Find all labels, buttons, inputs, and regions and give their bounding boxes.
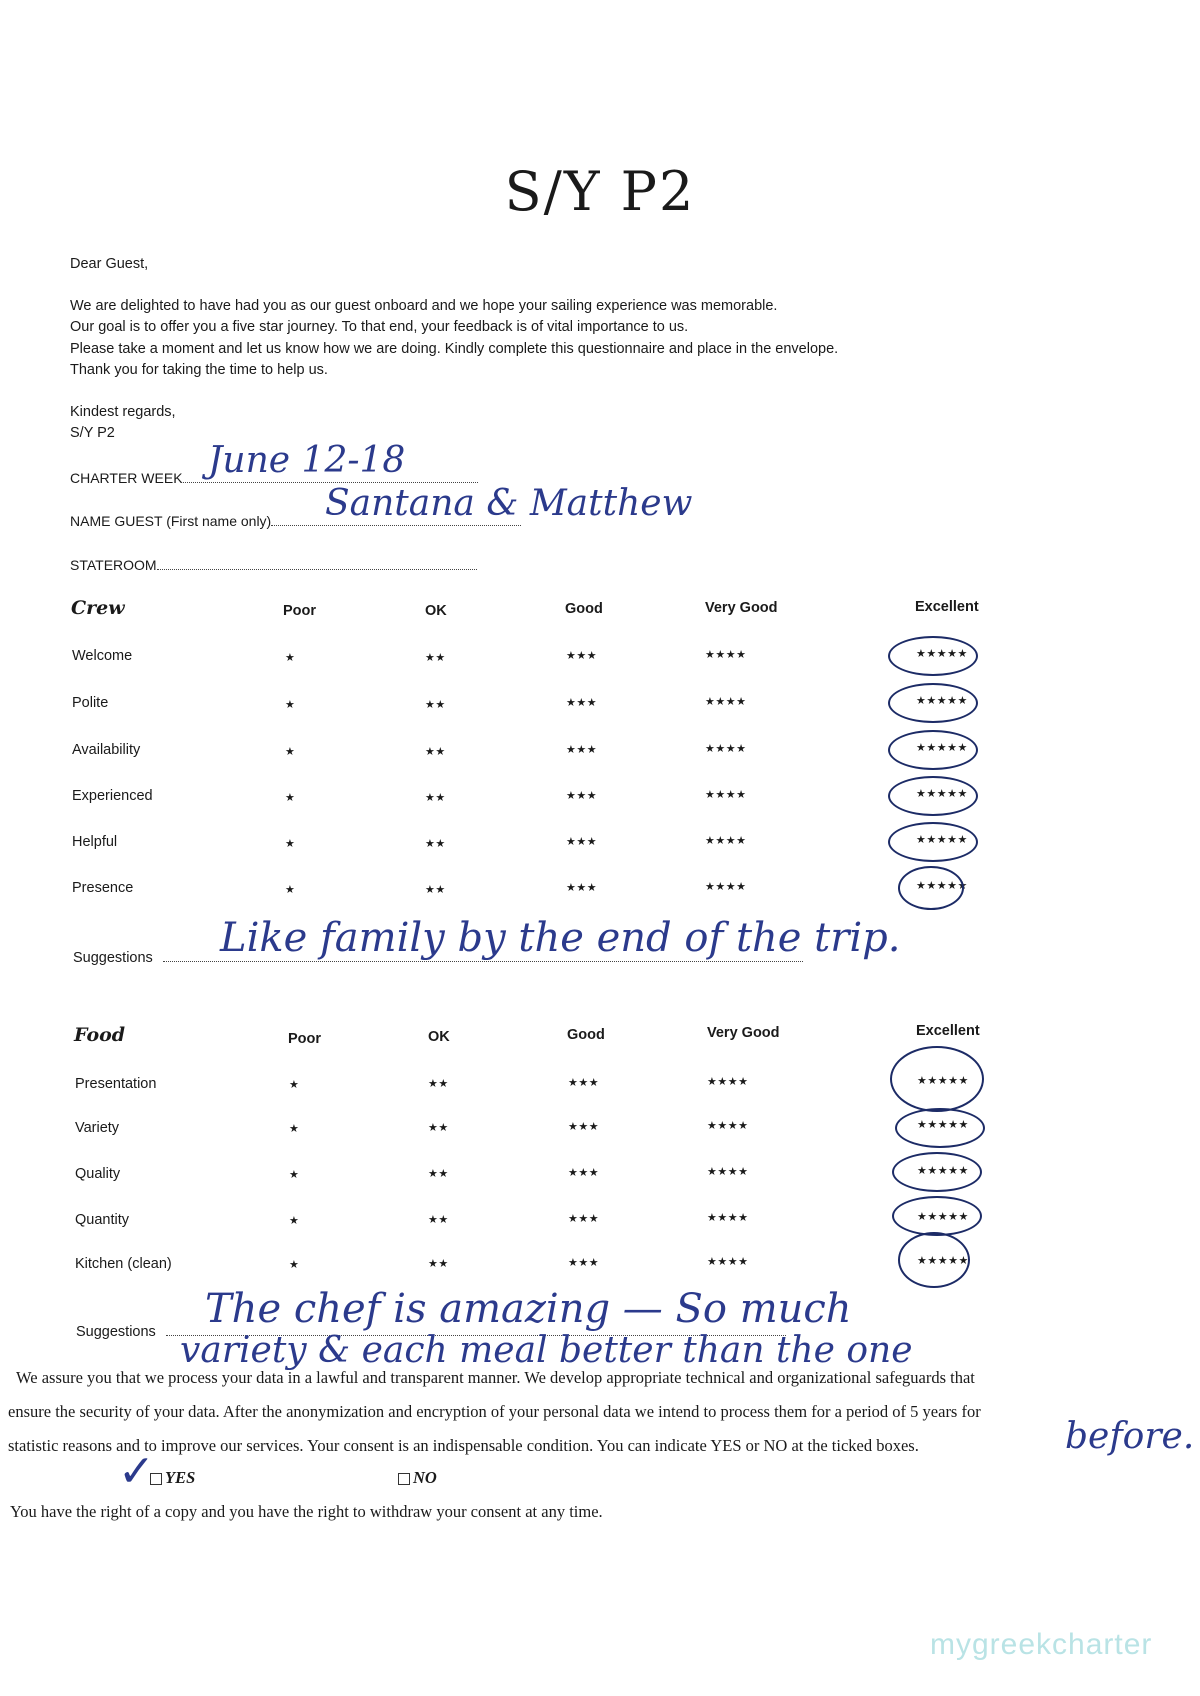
rating-1-star[interactable]: ★ [285, 652, 296, 664]
food-section-title: Food [74, 1024, 126, 1046]
consent-line: ensure the security of your data. After the anonymization and encryption of your personal data we intend to process them for a period of 5 years for [8, 1402, 981, 1421]
rating-2-star[interactable]: ★★ [425, 838, 446, 850]
document-title: S/Y P2 [504, 160, 696, 223]
rating-5-star[interactable]: ★★★★★ [917, 1211, 969, 1223]
crew-row-helpful [0, 834, 1200, 858]
rating-4-star[interactable]: ★★★★ [705, 743, 747, 755]
rating-3-star[interactable]: ★★★ [566, 744, 598, 756]
consent-rights: You have the right of a copy and you have the right to withdraw your consent at any time. [10, 1502, 603, 1521]
rating-2-star[interactable]: ★★ [425, 792, 446, 804]
selected-rating-circle [890, 1046, 984, 1112]
row-label: Presentation [75, 1076, 157, 1092]
rating-5-star[interactable]: ★★★★★ [916, 880, 968, 892]
rating-2-star[interactable]: ★★ [428, 1258, 449, 1270]
consent-line: statistic reasons and to improve our services. Your consent is an indispensable condition. You can indicate YES or NO at the ticked boxes. [8, 1436, 919, 1455]
row-label: Polite [72, 695, 109, 711]
rating-1-star[interactable]: ★ [285, 746, 296, 758]
rating-5-star[interactable]: ★★★★★ [917, 1119, 969, 1131]
food-suggestions-value-line3: before. [1065, 1416, 1195, 1457]
row-label: Quality [75, 1166, 121, 1182]
letter-body [70, 254, 838, 445]
column-excellent: Excellent [915, 599, 979, 615]
row-label: Presence [72, 880, 134, 896]
no-checkbox[interactable] [398, 1473, 410, 1485]
rating-4-star[interactable]: ★★★★ [705, 881, 747, 893]
rating-3-star[interactable]: ★★★ [568, 1077, 600, 1089]
consent-no-option[interactable] [398, 1468, 437, 1488]
rating-5-star[interactable]: ★★★★★ [916, 742, 968, 754]
column-very-good: Very Good [707, 1025, 780, 1041]
selected-rating-circle [888, 636, 978, 676]
rating-3-star[interactable]: ★★★ [568, 1121, 600, 1133]
letter-line: Thank you for taking the time to help us. [70, 362, 328, 378]
rating-4-star[interactable]: ★★★★ [705, 835, 747, 847]
column-good: Good [567, 1027, 605, 1043]
letter-line: Please take a moment and let us know how we are doing. Kindly complete this questionnaire and place in the envelope. [70, 340, 839, 357]
rating-4-star[interactable]: ★★★★ [707, 1212, 749, 1224]
rating-4-star[interactable]: ★★★★ [705, 789, 747, 801]
consent-yes-option[interactable] [150, 1468, 195, 1488]
row-label: Helpful [72, 834, 118, 850]
selected-rating-circle [898, 866, 964, 910]
rating-4-star[interactable]: ★★★★ [705, 696, 747, 708]
charter-week-label: CHARTER WEEK [70, 470, 183, 486]
rating-2-star[interactable]: ★★ [428, 1078, 449, 1090]
letter-line: We are delighted to have had you as our guest onboard and we hope your sailing experience was memorable. [70, 297, 778, 314]
food-row-presentation [0, 1076, 1200, 1100]
rating-1-star[interactable]: ★ [285, 792, 296, 804]
rating-1-star[interactable]: ★ [289, 1259, 300, 1271]
crew-section-title: Crew [71, 597, 125, 619]
food-suggestions-value-line1: The chef is amazing — So much [205, 1286, 852, 1332]
column-ok: OK [428, 1029, 450, 1045]
rating-2-star[interactable]: ★★ [428, 1214, 449, 1226]
salutation: Dear Guest, [70, 256, 149, 272]
rating-2-star[interactable]: ★★ [425, 699, 446, 711]
closing: Kindest regards, [70, 403, 176, 420]
name-guest-value: Santana & Matthew [325, 483, 693, 524]
food-row-variety [0, 1120, 1200, 1144]
row-label: Kitchen (clean) [75, 1256, 172, 1272]
food-row-quantity [0, 1212, 1200, 1236]
watermark: mygreekcharter [930, 1628, 1153, 1661]
rating-4-star[interactable]: ★★★★ [707, 1166, 749, 1178]
stateroom-label: STATEROOM [70, 557, 157, 573]
rating-4-star[interactable]: ★★★★ [707, 1120, 749, 1132]
rating-2-star[interactable]: ★★ [425, 746, 446, 758]
row-label: Quantity [75, 1212, 129, 1228]
selected-rating-circle [888, 683, 978, 723]
row-label: Experienced [72, 788, 153, 804]
crew-row-availability [0, 742, 1200, 766]
rating-5-star[interactable]: ★★★★★ [917, 1075, 969, 1087]
yes-checkmark-icon: ✓ [118, 1446, 155, 1497]
row-label: Availability [72, 742, 141, 758]
letter-line: Our goal is to offer you a five star journey. To that end, your feedback is of vital importance to us. [70, 319, 689, 335]
rating-3-star[interactable]: ★★★ [566, 650, 598, 662]
rating-5-star[interactable]: ★★★★★ [916, 648, 968, 660]
food-row-quality [0, 1166, 1200, 1190]
rating-1-star[interactable]: ★ [285, 884, 296, 896]
consent-line: We assure you that we process your data in a lawful and transparent manner. We develop appropriate technical and organizational safeguards that [16, 1368, 975, 1387]
rating-3-star[interactable]: ★★★ [566, 697, 598, 709]
stateroom-field[interactable] [70, 557, 477, 573]
selected-rating-circle [892, 1196, 982, 1236]
rating-1-star[interactable]: ★ [289, 1079, 300, 1091]
no-label: NO [413, 1468, 437, 1487]
food-suggestions-value-line2: variety & each meal better than the one [180, 1330, 913, 1371]
rating-2-star[interactable]: ★★ [428, 1122, 449, 1134]
column-good: Good [565, 601, 603, 617]
suggestions-label: Suggestions [76, 1324, 156, 1340]
rating-1-star[interactable]: ★ [285, 699, 296, 711]
charter-week-value: June 12-18 [208, 440, 406, 481]
rating-4-star[interactable]: ★★★★ [707, 1256, 749, 1268]
rating-3-star[interactable]: ★★★ [566, 882, 598, 894]
crew-row-experienced [0, 788, 1200, 812]
rating-5-star[interactable]: ★★★★★ [917, 1255, 969, 1267]
row-label: Welcome [72, 648, 133, 664]
row-label: Variety [75, 1120, 120, 1136]
column-poor: Poor [283, 603, 317, 619]
selected-rating-circle [898, 1232, 970, 1288]
rating-5-star[interactable]: ★★★★★ [916, 695, 968, 707]
rating-5-star[interactable]: ★★★★★ [917, 1165, 969, 1177]
food-row-kitchen-clean [0, 1256, 1200, 1280]
crew-row-welcome [0, 648, 1200, 672]
rating-2-star[interactable]: ★★ [425, 884, 446, 896]
crew-row-polite [0, 695, 1200, 719]
rating-1-star[interactable]: ★ [289, 1169, 300, 1181]
yes-label: YES [165, 1468, 196, 1487]
selected-rating-circle [892, 1152, 982, 1192]
column-very-good: Very Good [705, 600, 778, 616]
selected-rating-circle [888, 822, 978, 862]
rating-2-star[interactable]: ★★ [428, 1168, 449, 1180]
crew-suggestions-value: Like family by the end of the trip. [220, 915, 901, 961]
rating-4-star[interactable]: ★★★★ [707, 1076, 749, 1088]
rating-3-star[interactable]: ★★★ [566, 790, 598, 802]
rating-4-star[interactable]: ★★★★ [705, 649, 747, 661]
name-guest-label: NAME GUEST (First name only) [70, 513, 272, 529]
rating-1-star[interactable]: ★ [289, 1123, 300, 1135]
suggestions-label: Suggestions [73, 950, 153, 966]
selected-rating-circle [895, 1108, 985, 1148]
rating-1-star[interactable]: ★ [285, 838, 296, 850]
rating-2-star[interactable]: ★★ [425, 652, 446, 664]
rating-5-star[interactable]: ★★★★★ [916, 788, 968, 800]
rating-3-star[interactable]: ★★★ [568, 1167, 600, 1179]
rating-1-star[interactable]: ★ [289, 1215, 300, 1227]
column-ok: OK [425, 603, 447, 619]
selected-rating-circle [888, 776, 978, 816]
rating-3-star[interactable]: ★★★ [566, 836, 598, 848]
rating-3-star[interactable]: ★★★ [568, 1257, 600, 1269]
crew-row-presence [0, 880, 1200, 904]
rating-3-star[interactable]: ★★★ [568, 1213, 600, 1225]
selected-rating-circle [888, 730, 978, 770]
column-excellent: Excellent [916, 1023, 980, 1039]
rating-5-star[interactable]: ★★★★★ [916, 834, 968, 846]
letter-signature: S/Y P2 [70, 425, 115, 441]
column-poor: Poor [288, 1031, 322, 1047]
